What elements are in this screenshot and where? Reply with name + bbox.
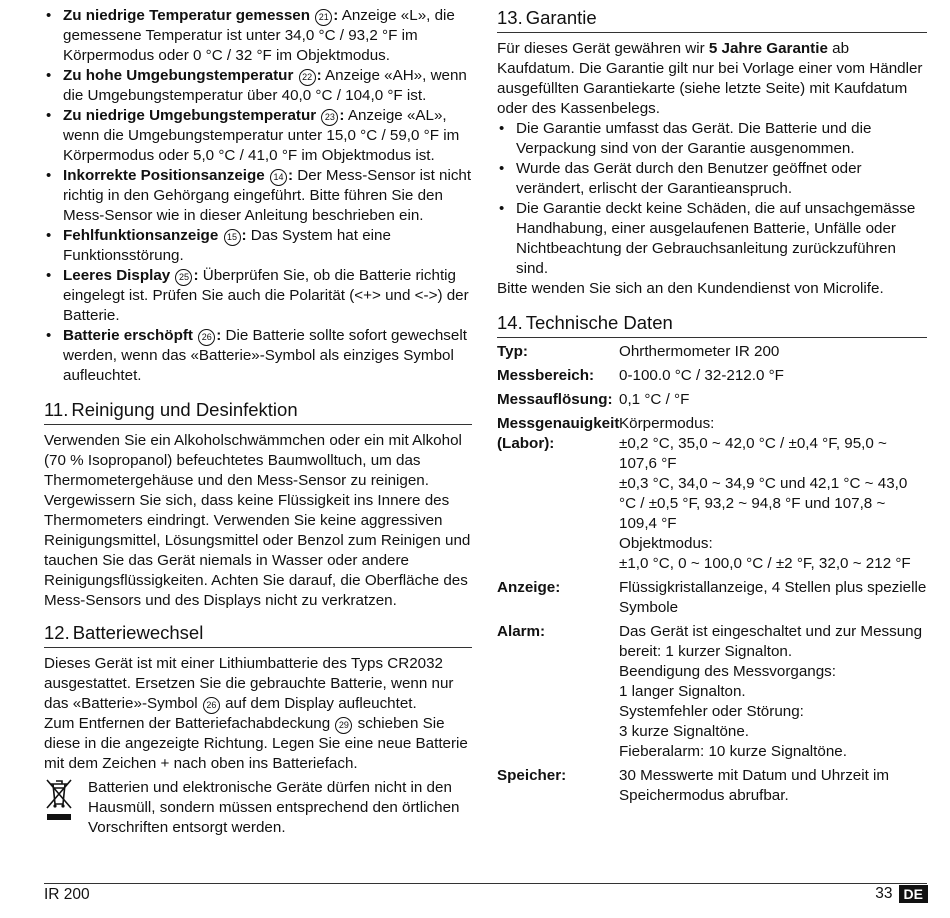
spec-value: [619, 622, 927, 762]
cleaning-paragraph: Verwenden Sie ein Alkoholschwämmchen oder ein mit Alkohol (70 % Isopropanol) befeuchtetes Baumwolltuch, um das Thermometergehäuse und den Mess-Sensor zu reinigen. Vergewissern Sie sich, dass keine Flüssigkeit ins Innere des Thermometers eindringt. Verwenden Sie keine aggressiven Reinigungsmittel, Lösungsmittel oder Benzol zum Reinigen und tauchen Sie das Gerät niemals in Wasser oder andere Reinigungsflüssigkeiten. Achten Sie darauf, die Oberfläche des Mess-Sensors und des Displays nicht zu verkratzen.: [44, 432, 471, 609]
list-item: [44, 66, 472, 106]
item-text: Das System hat eine Funktionsstörung.: [63, 227, 391, 264]
reference-number-badge: 25: [175, 269, 192, 286]
spec-value-line: ±1,0 °C, 0 ~ 100,0 °C / ±2 °F, 32,0 ~ 212 °F: [619, 555, 911, 572]
list-item: • Wurde das Gerät durch den Benutzer geöffnet oder verändert, erlischt der Garantieanspruch.: [497, 159, 927, 199]
section-13-heading: [497, 6, 927, 33]
battery-paragraph-1: [44, 654, 472, 714]
section-12-heading: [44, 621, 472, 648]
list-item: • Die Garantie deckt keine Schäden, die auf unsachgemässe Handhabung, einer ausgelaufenen Batterie, Unfälle oder Nichtbeachtung der Gebrauchsanleitung zurückzuführen sind.: [497, 199, 927, 279]
battery-paragraph-2: [44, 714, 472, 774]
item-title: Zu hohe Umgebungstemperatur: [63, 67, 294, 84]
right-column: [497, 6, 927, 806]
spec-value-line: 0,1 °C / °F: [619, 391, 690, 408]
spec-value-line: 3 kurze Signaltöne.: [619, 723, 750, 740]
section-title: Batteriewechsel: [72, 622, 204, 643]
item-text: Die Batterie sollte sofort gewechselt werden, wenn das «Batterie»-Symbol als einziges Symbol aufleuchtet.: [63, 327, 467, 384]
item-title: Inkorrekte Positionsanzeige: [63, 167, 265, 184]
reference-number-badge: 14: [270, 169, 287, 186]
spec-value: [619, 342, 927, 362]
technical-data-table: [497, 342, 927, 806]
reference-number-badge: 15: [224, 229, 241, 246]
item-colon: :: [216, 327, 222, 344]
item-title: Batterie erschöpft: [63, 327, 193, 344]
spec-key: Messbereich:: [497, 367, 595, 384]
section-14-heading: [497, 311, 927, 338]
left-column: [44, 6, 472, 838]
item-colon: :: [339, 107, 345, 124]
section-number: 11.: [44, 399, 69, 420]
spec-value-line: ±0,2 °C, 35,0 ~ 42,0 °C / ±0,4 °F, 95,0 ~ 107,6 °F: [619, 435, 887, 472]
spec-row: [497, 578, 927, 618]
list-item: [44, 166, 472, 226]
item-title: Zu niedrige Umgebungstemperatur: [63, 107, 317, 124]
warranty-contact-note: Bitte wenden Sie sich an den Kundendienst von Microlife.: [497, 280, 884, 297]
section-number: 13.: [497, 7, 523, 28]
item-title: Zu niedrige Temperatur gemessen: [63, 7, 311, 24]
spec-value: [619, 366, 927, 386]
disposal-notice: [44, 778, 472, 838]
spec-value-line: Ohrthermometer IR 200: [619, 343, 780, 360]
spec-value-line: Systemfehler oder Störung:: [619, 703, 804, 720]
spec-key: Typ:: [497, 343, 528, 360]
spec-value-line: Das Gerät ist eingeschaltet und zur Messung bereit: 1 kurzer Signalton.: [619, 623, 923, 660]
text-fragment: ab Kaufdatum. Die Garantie gilt nur bei Vorlage einer vom Händler ausgefüllten Garantiekarte (siehe letzte Seite) mit Kaufdatum oder des Kassenbelegs.: [497, 40, 923, 117]
warranty-period: 5 Jahre Garantie: [708, 40, 828, 57]
reference-number-badge: 22: [299, 69, 316, 86]
list-item: [44, 326, 472, 386]
spec-value-line: 1 langer Signalton.: [619, 683, 746, 700]
crossed-out-bin-icon: [44, 778, 88, 838]
spec-key: Messauflösung:: [497, 391, 613, 408]
item-text: Überprüfen Sie, ob die Batterie richtig eingelegt ist. Prüfen Sie auch die Polarität (<+> und <->) der Batterie.: [63, 267, 469, 324]
spec-row: [497, 414, 927, 574]
section-title: Reinigung und Desinfektion: [71, 399, 298, 420]
spec-value: [619, 578, 927, 618]
section-number: 14.: [497, 312, 523, 333]
text-fragment: schieben Sie diese in die angezeigte Richtung. Legen Sie eine neue Batterie mit dem Zeichen + nach oben ins Batteriefach.: [44, 715, 468, 772]
spec-key: Alarm:: [497, 623, 546, 640]
text-fragment: Dieses Gerät ist mit einer Lithiumbatterie des Typs CR2032 ausgestattet. Ersetzen Sie die gebrauchte Batterie, wenn nur das «Batterie»-Symbol: [44, 655, 454, 712]
list-item: [44, 226, 472, 266]
section-title: Technische Daten: [525, 312, 673, 333]
list-item: [44, 6, 472, 66]
section-11-heading: [44, 398, 472, 425]
spec-row: [497, 766, 927, 806]
spec-value-line: 30 Messwerte mit Datum und Uhrzeit im Speichermodus abrufbar.: [619, 767, 890, 804]
item-colon: :: [287, 167, 294, 184]
spec-row: [497, 342, 927, 362]
text-fragment: Zum Entfernen der Batteriefachabdeckung: [44, 715, 335, 732]
section-number: 12.: [44, 622, 70, 643]
item-text: Anzeige «AH», wenn die Umgebungstemperatur über 40,0 °C / 104,0 °F ist.: [63, 67, 467, 104]
warranty-bullet-list: [497, 119, 927, 279]
spec-value-line: Körpermodus:: [619, 415, 715, 432]
text-fragment: Für dieses Gerät gewähren wir: [497, 40, 709, 57]
spec-value-line: Fieberalarm: 10 kurze Signaltöne.: [619, 743, 847, 760]
spec-value-line: Flüssigkristallanzeige, 4 Stellen plus spezielle Symbole: [619, 579, 927, 616]
warranty-intro: [497, 39, 927, 119]
text-fragment: auf dem Display aufleuchtet.: [220, 695, 417, 712]
spec-row: [497, 622, 927, 762]
disposal-text: Batterien und elektronische Geräte dürfen nicht in den Hausmüll, sondern müssen entsprechend den örtlichen Vorschriften entsorgt werden.: [88, 779, 460, 836]
list-item: [44, 106, 472, 166]
item-text: Anzeige «AL», wenn die Umgebungstemperatur unter 15,0 °C / 59,0 °F im Körpermodus oder 5,0 °C / 41,0 °F im Objektmodus ist.: [63, 107, 460, 164]
item-text: Anzeige «L», die gemessene Temperatur ist unter 34,0 °C / 93,2 °F im Körpermodus oder 0 °C / 32 °F im Objektmodus.: [63, 7, 455, 64]
item-colon: :: [333, 7, 339, 24]
spec-key: Messgenauigkeit (Labor):: [497, 415, 620, 452]
page-number: 33: [875, 885, 893, 902]
spec-row: [497, 390, 927, 410]
reference-number-badge: 23: [321, 109, 338, 126]
list-item: [44, 266, 472, 326]
spec-row: [497, 366, 927, 386]
spec-value-line: 0-100.0 °C / 32-212.0 °F: [619, 367, 784, 384]
reference-number-badge: 29: [335, 717, 352, 734]
error-message-list: [44, 6, 472, 386]
spec-value-line: Objektmodus:: [619, 535, 713, 552]
footer-divider: [44, 883, 927, 884]
item-colon: :: [241, 227, 247, 244]
spec-value: [619, 414, 927, 574]
spec-value: [619, 766, 927, 806]
spec-value-line: Beendigung des Messvorgangs:: [619, 663, 836, 680]
list-item: • Die Garantie umfasst das Gerät. Die Batterie und die Verpackung sind von der Garantie ausgenommen.: [497, 119, 927, 159]
reference-number-badge: 26: [203, 697, 220, 714]
item-colon: :: [316, 67, 322, 84]
footer-page-info: [875, 885, 928, 903]
spec-key: Anzeige:: [497, 579, 561, 596]
item-colon: :: [193, 267, 199, 284]
section-title: Garantie: [525, 7, 597, 28]
language-badge: DE: [899, 885, 928, 903]
item-text: Der Mess-Sensor ist nicht richtig in den Gehörgang eingeführt. Bitte führen Sie den Mess-Sensor wie in dieser Anleitung beschrieben ein.: [63, 167, 472, 224]
reference-number-badge: 21: [315, 9, 332, 26]
spec-value-line: ±0,3 °C, 34,0 ~ 34,9 °C und 42,1 °C ~ 43,0 °C / ±0,5 °F, 93,2 ~ 94,8 °F und 107,8 ~ 109,4 °F: [619, 475, 908, 532]
reference-number-badge: 26: [198, 329, 215, 346]
item-title: Fehlfunktionsanzeige: [63, 227, 219, 244]
footer-model-name: IR 200: [44, 886, 90, 903]
spec-key: Speicher:: [497, 767, 567, 784]
item-title: Leeres Display: [63, 267, 171, 284]
spec-value: [619, 390, 927, 410]
